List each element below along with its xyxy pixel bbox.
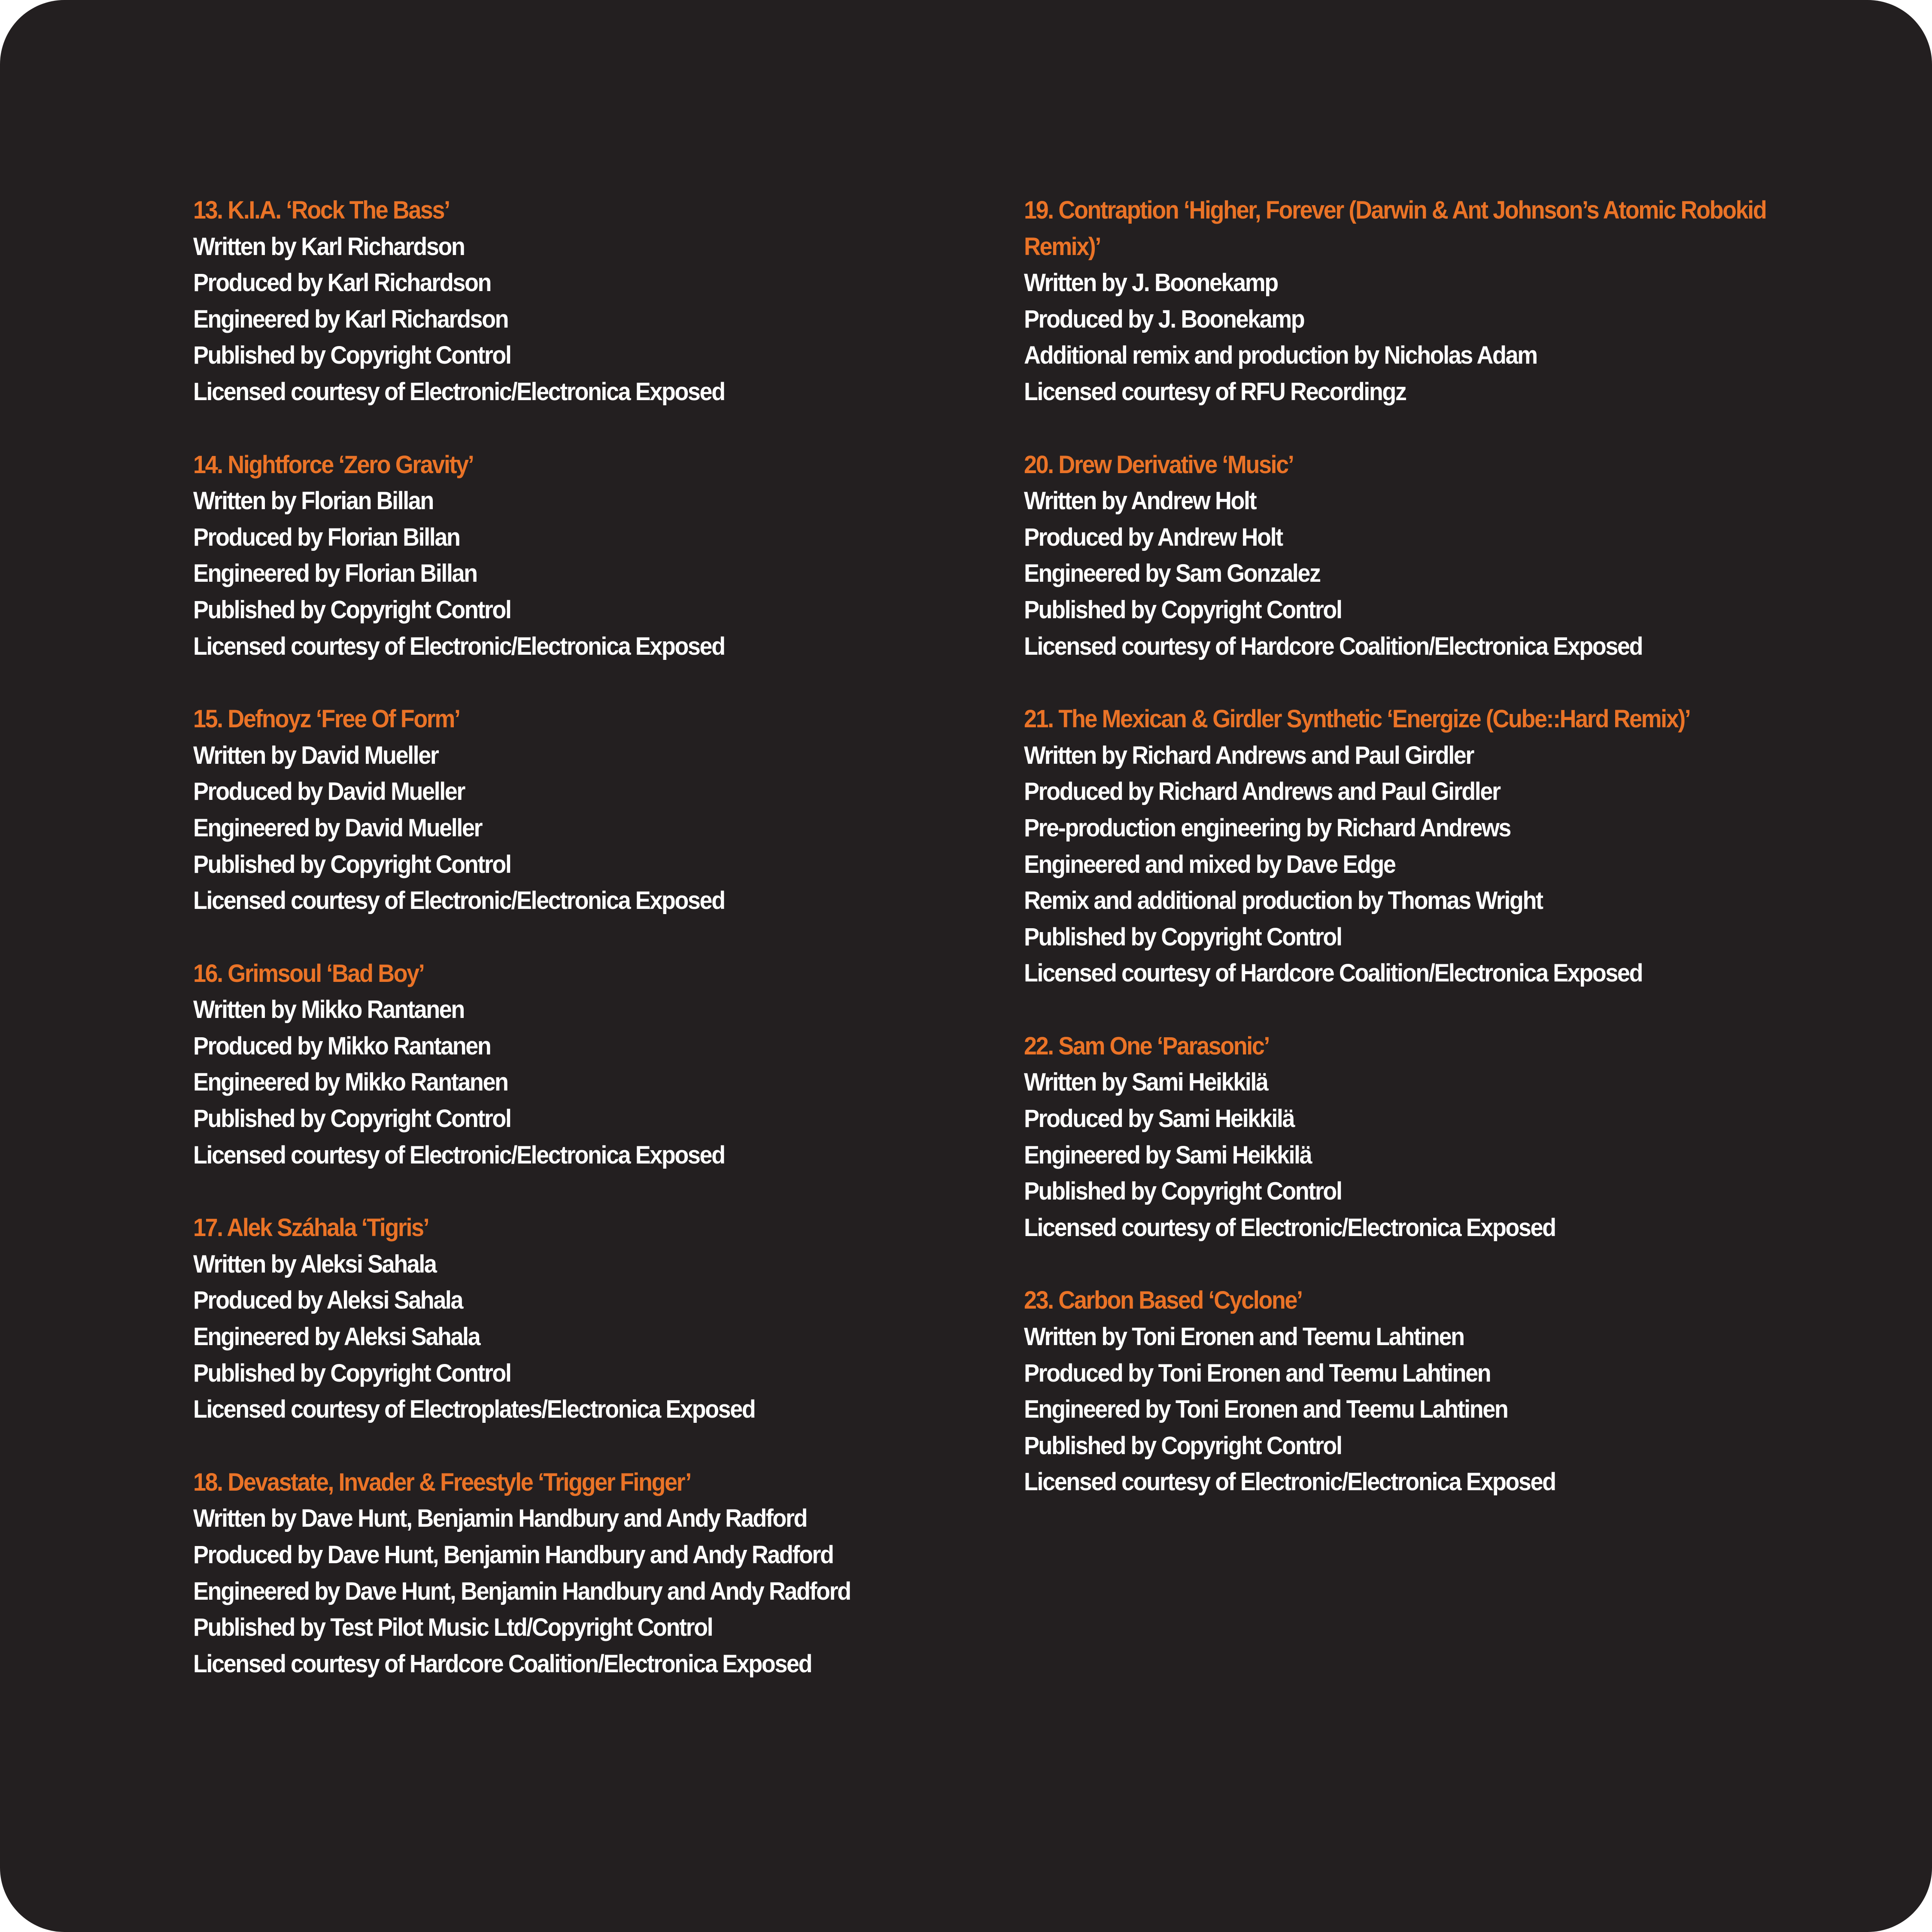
track-title: 23. Carbon Based ‘Cyclone’ [1024, 1286, 1302, 1315]
credit-line: Engineered by Sam Gonzalez [1024, 559, 1320, 588]
credit-line: Produced by Richard Andrews and Paul Girdler [1024, 778, 1500, 806]
track-title: 17. Alek Száhala ‘Tigris’ [193, 1214, 429, 1242]
track-title: 13. K.I.A. ‘Rock The Bass’ [193, 196, 450, 224]
credit-line: Written by Mikko Rantanen [193, 996, 464, 1024]
credit-line: Licensed courtesy of Hardcore Coalition/Electronica Exposed [193, 1649, 812, 1678]
credit-line: Licensed courtesy of RFU Recordingz [1024, 377, 1406, 406]
credit-line: Produced by J. Boonekamp [1024, 305, 1304, 333]
track-title: 15. Defnoyz ‘Free Of Form’ [193, 705, 460, 733]
credit-line: Published by Copyright Control [1024, 923, 1342, 951]
credit-line: Written by David Mueller [193, 741, 438, 769]
credit-line: Produced by Andrew Holt [1024, 523, 1282, 551]
track-title: 22. Sam One ‘Parasonic’ [1024, 1032, 1269, 1060]
credit-line: Licensed courtesy of Electronic/Electronica Exposed [1024, 1213, 1555, 1242]
track-title: 19. Contraption ‘Higher, Forever (Darwin & Ant Johnson’s Atomic Robokid Remix)’ [1024, 196, 1766, 261]
credit-line: Licensed courtesy of Electronic/Electronica Exposed [193, 887, 725, 915]
credit-line: Written by Richard Andrews and Paul Girdler [1024, 741, 1473, 769]
credit-line: Written by Florian Billan [193, 487, 433, 515]
track-19 [1024, 192, 1840, 410]
credit-line: Written by Dave Hunt, Benjamin Handbury and Andy Radford [193, 1504, 807, 1533]
credit-line: Engineered by David Mueller [193, 814, 482, 842]
credit-line: Published by Copyright Control [193, 595, 511, 624]
track-title: 20. Drew Derivative ‘Music’ [1024, 450, 1294, 479]
credit-line: Published by Copyright Control [193, 850, 511, 878]
credit-line: Written by Sami Heikkilä [1024, 1068, 1268, 1097]
credit-line: Produced by Mikko Rantanen [193, 1032, 491, 1060]
track-16 [193, 956, 1000, 1174]
credit-line: Published by Copyright Control [1024, 1431, 1342, 1460]
credits-column-right [1024, 192, 1840, 1537]
credit-line: Written by Andrew Holt [1024, 487, 1256, 515]
credit-line: Additional remix and production by Nicholas Adam [1024, 341, 1537, 370]
credit-line: Licensed courtesy of Hardcore Coalition/Electronica Exposed [1024, 959, 1643, 987]
credit-line: Remix and additional production by Thomas Wright [1024, 887, 1543, 915]
track-17 [193, 1210, 1000, 1428]
credit-line: Written by J. Boonekamp [1024, 269, 1278, 297]
credit-line: Engineered and mixed by Dave Edge [1024, 850, 1395, 878]
credit-line: Produced by Karl Richardson [193, 269, 491, 297]
credit-line: Written by Aleksi Sahala [193, 1250, 436, 1278]
track-title: 21. The Mexican & Girdler Synthetic ‘Energize (Cube::Hard Remix)’ [1024, 705, 1690, 733]
track-21 [1024, 701, 1840, 992]
track-23 [1024, 1282, 1840, 1501]
credit-line: Produced by Dave Hunt, Benjamin Handbury and Andy Radford [193, 1541, 833, 1569]
credit-line: Engineered by Mikko Rantanen [193, 1068, 508, 1097]
credit-line: Published by Copyright Control [193, 341, 511, 370]
credit-line: Licensed courtesy of Electroplates/Electronica Exposed [193, 1395, 755, 1424]
credit-line: Engineered by Toni Eronen and Teemu Lahtinen [1024, 1395, 1508, 1424]
track-title: 14. Nightforce ‘Zero Gravity’ [193, 450, 474, 479]
track-14 [193, 447, 1000, 665]
credit-line: Licensed courtesy of Electronic/Electronica Exposed [193, 632, 725, 660]
credit-line: Produced by Aleksi Sahala [193, 1286, 463, 1315]
track-title: 16. Grimsoul ‘Bad Boy’ [193, 959, 424, 987]
track-22 [1024, 1028, 1840, 1246]
credit-line: Licensed courtesy of Hardcore Coalition/Electronica Exposed [1024, 632, 1643, 660]
credit-line: Engineered by Sami Heikkilä [1024, 1141, 1312, 1169]
credit-line: Published by Copyright Control [193, 1359, 511, 1387]
credit-line: Published by Copyright Control [193, 1105, 511, 1133]
credit-line: Produced by Sami Heikkilä [1024, 1105, 1294, 1133]
credit-line: Engineered by Aleksi Sahala [193, 1323, 480, 1351]
credit-line: Licensed courtesy of Electronic/Electronica Exposed [193, 377, 725, 406]
credit-line: Engineered by Dave Hunt, Benjamin Handbury and Andy Radford [193, 1577, 851, 1605]
track-title: 18. Devastate, Invader & Freestyle ‘Trigger Finger’ [193, 1468, 691, 1496]
credit-line: Produced by David Mueller [193, 778, 465, 806]
track-18 [193, 1464, 1000, 1683]
credit-line: Produced by Toni Eronen and Teemu Lahtinen [1024, 1359, 1491, 1387]
credit-line: Written by Karl Richardson [193, 232, 465, 261]
track-20 [1024, 447, 1840, 665]
credit-line: Engineered by Florian Billan [193, 559, 477, 588]
credit-line: Published by Copyright Control [1024, 1177, 1342, 1206]
credit-line: Written by Toni Eronen and Teemu Lahtinen [1024, 1323, 1464, 1351]
track-13 [193, 192, 1000, 410]
credit-line: Published by Test Pilot Music Ltd/Copyright Control [193, 1613, 713, 1642]
credit-line: Licensed courtesy of Electronic/Electronica Exposed [193, 1141, 725, 1169]
track-15 [193, 701, 1000, 919]
credit-line: Produced by Florian Billan [193, 523, 460, 551]
credit-line: Published by Copyright Control [1024, 595, 1342, 624]
credit-line: Pre-production engineering by Richard Andrews [1024, 814, 1510, 842]
credits-column-left [193, 192, 1000, 1719]
credit-line: Licensed courtesy of Electronic/Electronica Exposed [1024, 1468, 1555, 1496]
credit-line: Engineered by Karl Richardson [193, 305, 508, 333]
